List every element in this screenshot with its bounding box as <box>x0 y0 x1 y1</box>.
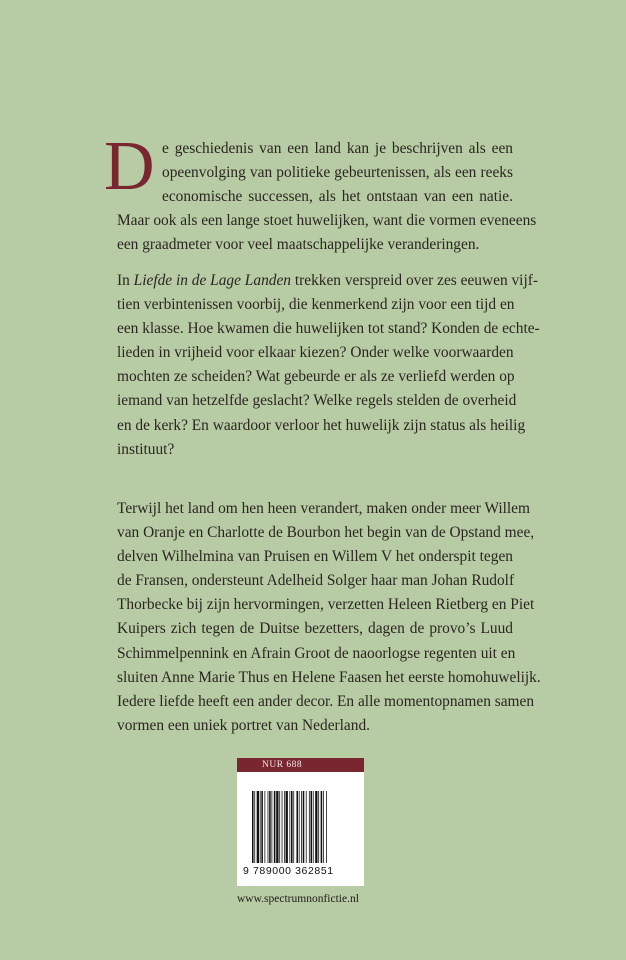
barcode-bar <box>315 791 317 863</box>
barcode-bar <box>291 791 293 863</box>
isbn-barcode-block <box>237 758 364 886</box>
barcode-bar <box>318 791 319 863</box>
barcode-bar <box>321 791 323 863</box>
barcode-bar <box>261 791 263 863</box>
blurb-line: tien verbintenissen voorbij, die kenmerkend zijn voor een tijd en <box>117 296 515 314</box>
barcode-bar <box>260 791 261 863</box>
barcode-bar <box>299 791 300 863</box>
isbn-number: 9 789000 362851 <box>243 865 334 877</box>
blurb-line: instituut? <box>117 440 175 458</box>
blurb-line: lieden in vrijheid voor elkaar kiezen? Onder welke voorwaarden <box>117 344 514 362</box>
barcode-bar <box>296 791 298 863</box>
blurb-line: e geschiedenis van een land kan je beschrijven als een <box>162 140 513 157</box>
blurb-line: iemand van hetzelfde geslacht? Welke regels stelden de overheid <box>117 392 517 410</box>
barcode-bar <box>279 791 280 863</box>
barcode-bar <box>306 791 307 863</box>
barcode-bar <box>274 791 276 863</box>
barcode-bar <box>276 791 278 863</box>
blurb-line: Maar ook als een lange stoet huwelijken, want die vormen eveneens <box>117 212 537 230</box>
blurb-paragraph-1 <box>117 137 537 257</box>
blurb-line: mochten ze scheiden? Wat gebeurde er als ze verliefd werden op <box>117 368 515 386</box>
barcode-bar <box>301 791 302 863</box>
barcode-bar <box>254 791 255 863</box>
barcode-bar <box>313 791 314 863</box>
barcode-bar <box>272 791 273 863</box>
barcode-bar <box>252 791 254 863</box>
barcode-bar <box>269 791 271 863</box>
blurb-line: Iedere liefde heeft een ander decor. En alle momentopnamen samen <box>117 692 535 710</box>
blurb-line: delven Wilhelmina van Pruisen en Willem V het onderspit tegen <box>117 548 513 566</box>
publisher-website[interactable]: www.spectrumnonfictie.nl <box>237 893 359 905</box>
barcode-bar <box>286 791 288 863</box>
blurb-line: sluiten Anne Marie Thus en Helene Faasen het eerste homohuwelijk. <box>117 668 541 686</box>
blurb-line: Thorbecke bij zijn hervormingen, verzetten Heleen Rietberg en Piet <box>117 596 535 614</box>
barcode-panel <box>237 772 364 886</box>
barcode-bar <box>311 791 313 863</box>
blurb-line: de Fransen, ondersteunt Adelheid Solger haar man Johan Rudolf <box>117 572 515 590</box>
barcode-bar <box>264 791 265 863</box>
book-title: Liefde in de Lage Landen <box>133 272 291 289</box>
barcode-bar <box>309 791 310 863</box>
barcode-bar <box>326 791 327 863</box>
blurb-prefix: In <box>117 272 134 289</box>
blurb-line <box>117 269 538 293</box>
blurb-paragraph-2 <box>117 269 540 462</box>
barcode-bar <box>282 791 283 863</box>
barcode-bar <box>289 791 290 863</box>
blurb-line-rest: trekken verspreid over zes eeuwen vijf- <box>290 272 538 289</box>
blurb-line: een graadmeter voor veel maatschappelijke veranderingen. <box>117 236 480 254</box>
blurb-line: vormen een uniek portret van Nederland. <box>117 716 370 734</box>
blurb-line: Terwijl het land om hen heen verandert, maken onder meer Willem <box>117 500 530 517</box>
blurb-line: Kuipers zich tegen de Duitse bezetters, dagen de provo’s Luud <box>117 620 513 638</box>
nur-code: NUR 688 <box>237 758 364 772</box>
barcode-bars <box>252 791 350 863</box>
drop-cap: D <box>104 128 155 205</box>
barcode-bar <box>268 791 269 863</box>
barcode-bar <box>323 791 324 863</box>
barcode-bar <box>293 791 294 863</box>
blurb-line: een klasse. Hoe kwamen die huwelijken tot stand? Konden de echte- <box>117 320 540 338</box>
blurb-line: opeenvolging van politieke gebeurtenissen, als een reeks <box>162 164 513 182</box>
blurb-paragraph-3 <box>117 497 541 738</box>
blurb-line: economische successen, als het ontstaan van een natie. <box>162 188 513 206</box>
blurb-line: en de kerk? En waardoor verloor het huwelijk zijn status als heilig <box>117 416 526 434</box>
barcode-bar <box>284 791 285 863</box>
barcode-bar <box>257 791 259 863</box>
blurb-line: Schimmelpennink en Afrain Groot de naoorlogse regenten uit en <box>117 644 516 662</box>
blurb-line: van Oranje en Charlotte de Bourbon het begin van de Opstand mee, <box>117 524 535 542</box>
barcode-bar <box>303 791 305 863</box>
